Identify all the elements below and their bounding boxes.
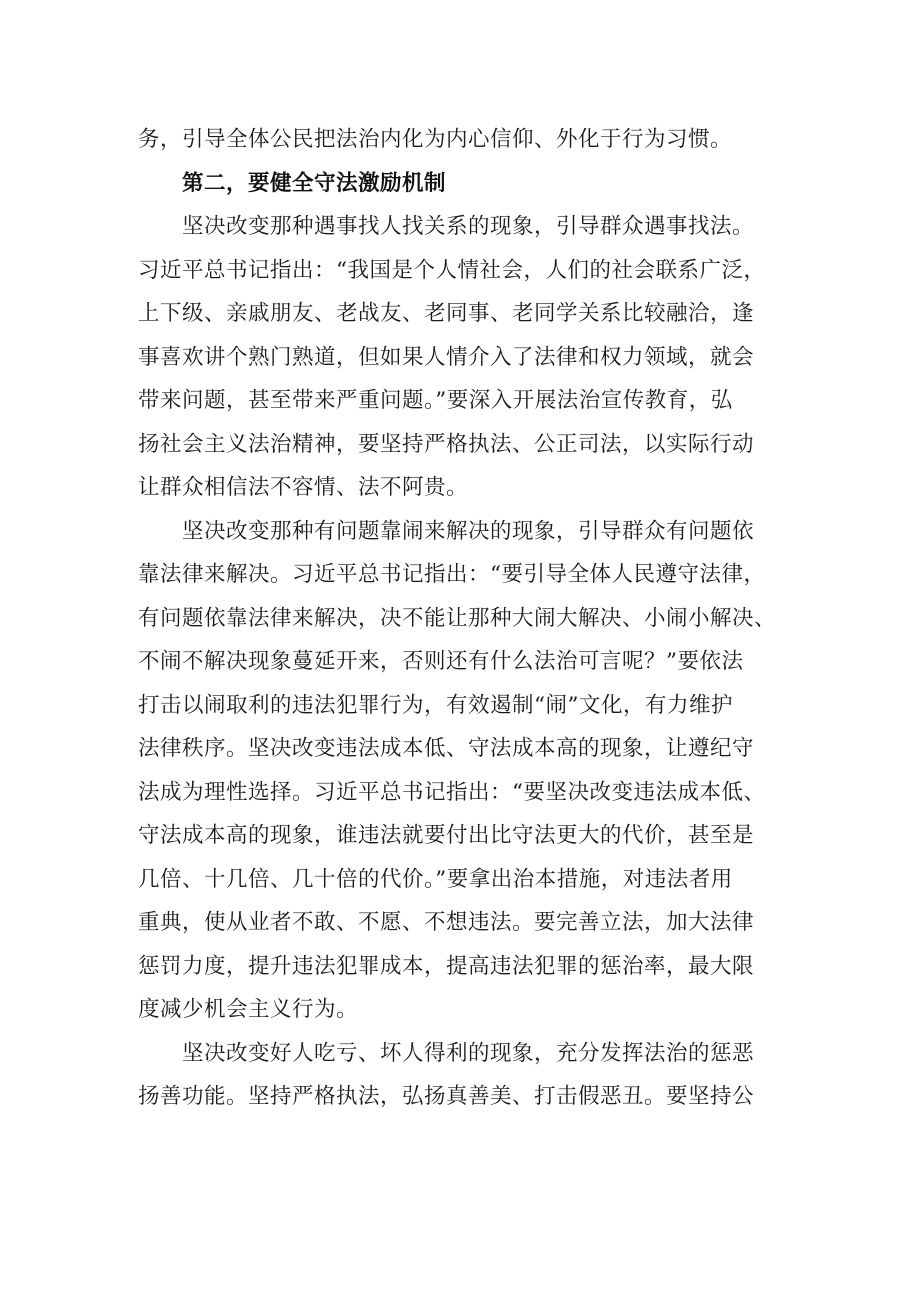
text-line: 打击以闹取利的违法犯罪行为，有效遏制“闹”文化，有力维护	[138, 692, 733, 718]
body-paragraph	[138, 205, 798, 510]
text-line: 坚决改变那种遇事找人找关系的现象，引导群众遇事找法。	[182, 214, 755, 239]
text-line: 扬社会主义法治精神，要坚持严格执法、公正司法，以实际行动	[138, 431, 755, 457]
text-line: 扬善功能。坚持严格执法，弘扬真善美、打击假恶丑。要坚持公	[138, 1084, 755, 1109]
text-line: 靠法律来解决。习近平总书记指出：“要引导全体人民遵守法律，	[138, 562, 766, 587]
text-line: 事喜欢讲个熟门熟道，但如果人情介入了法律和权力领域，就会	[138, 344, 755, 370]
text-line: 法律秩序。坚决改变违法成本低、守法成本高的现象，让遵纪守	[138, 736, 755, 761]
text-line: 让群众相信法不容情、法不阿贵。	[138, 475, 469, 500]
text-line: 坚决改变好人吃亏、坏人得利的现象，充分发挥法治的惩恶	[182, 1040, 755, 1066]
text-line: 不闹不解决现象蔓延开来，否则还有什么法治可言呢？”要依法	[138, 649, 744, 674]
document-body	[138, 118, 798, 1119]
text-line: 重典，使从业者不敢、不愿、不想违法。要完善立法，加大法律	[138, 910, 755, 935]
text-line: 守法成本高的现象，谁违法就要付出比守法更大的代价，甚至是	[138, 823, 755, 848]
text-line: 带来问题，甚至带来严重问题。”要深入开展法治宣传教育，弘	[138, 388, 733, 413]
text-line: 惩罚力度，提升违法犯罪成本，提高违法犯罪的惩治率，最大限	[138, 953, 755, 979]
body-paragraph	[138, 510, 798, 1032]
body-paragraph	[138, 1032, 798, 1119]
text-line: 法成为理性选择。习近平总书记指出：“要坚决改变违法成本低、	[138, 779, 766, 805]
text-line: 度减少机会主义行为。	[138, 997, 359, 1022]
heading-text: 第二，要健全守法激励机制	[182, 170, 447, 196]
text-line: 习近平总书记指出：“我国是个人情社会，人们的社会联系广泛，	[138, 257, 766, 283]
continuation-paragraph	[138, 118, 798, 162]
text-line: 有问题依靠法律来解决，决不能让那种大闹大解决、小闹小解决、	[138, 605, 777, 631]
text-line: 几倍、十几倍、几十倍的代价。”要拿出治本措施，对违法者用	[138, 866, 733, 892]
section-heading	[138, 162, 798, 206]
text-line: 务，引导全体公民把法治内化为内心信仰、外化于行为习惯。	[138, 127, 733, 152]
text-line: 上下级、亲戚朋友、老战友、老同事、老同学关系比较融洽，逢	[138, 301, 755, 326]
text-line: 坚决改变那种有问题靠闹来解决的现象，引导群众有问题依	[182, 518, 755, 544]
